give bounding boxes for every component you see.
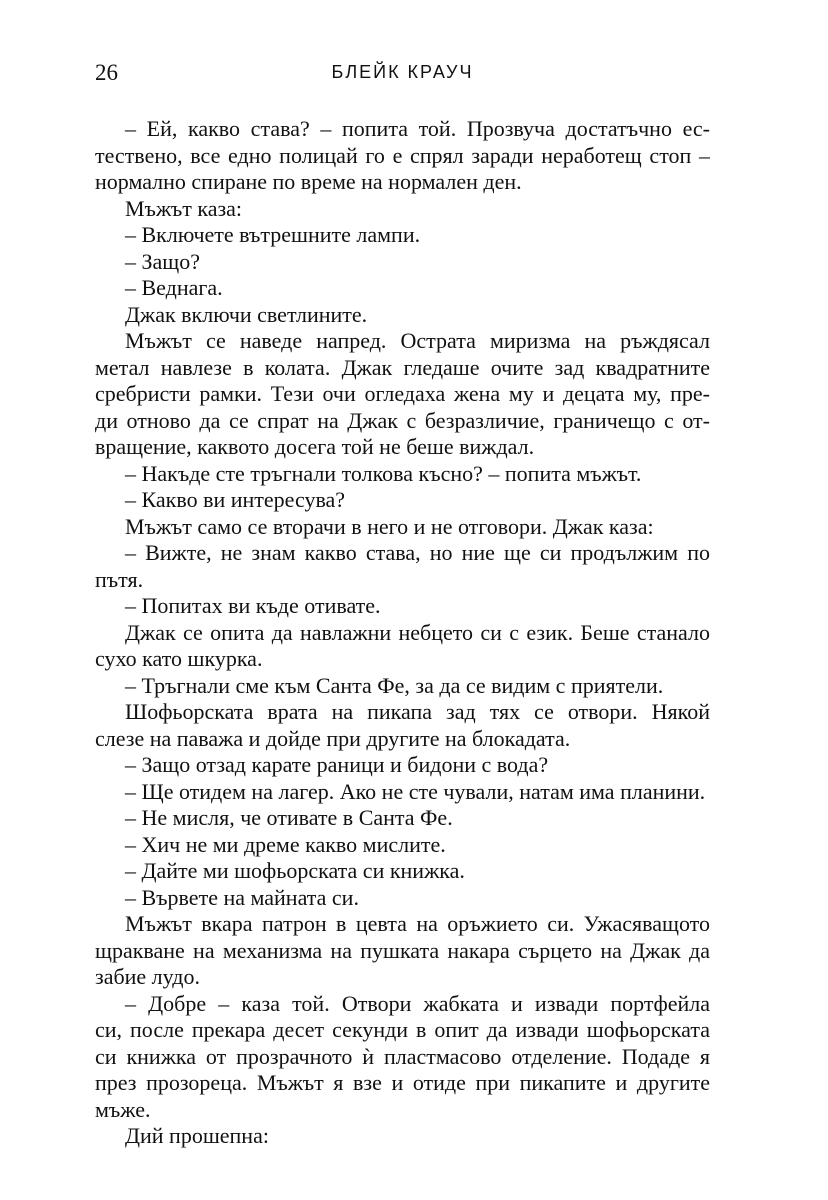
text-line: – Какво ви интересува? [125,487,346,512]
text-line: си книжка от прозрачното ѝ пластмасово отделение. Подаде я [95,1043,710,1069]
text-line: Дий прошепна: [125,1123,269,1148]
text-line: – Хич не ми дреме какво мислите. [125,831,446,857]
text-line: – Ще отидем на лагер. Ако не сте чували, натам има планини. [125,778,706,804]
page-header [95,60,710,90]
text-line: – Тръгнали сме към Санта Фе, за да се видим с приятели. [125,672,664,698]
text-line: – Добре – каза той. Отвори жабката и извади портфейла [125,990,710,1016]
text-line: мъже. [95,1096,151,1122]
text-line: забие лудо. [95,964,200,989]
text-line: метал навлезе в колата. Джак гледаше очите зад квадратните [95,354,710,380]
text-line: Мъжът вкара патрон в цевта на оръжието си. Ужасяващото [125,911,710,936]
text-line: – Вървете на майната си. [125,884,359,910]
text-line: – Защо? [125,248,200,274]
text-line: Мъжът се наведе напред. Острата миризма на ръждясал [125,328,710,353]
text-line: – Ей, какво става? – попита той. Прозвуча достатъчно ес- [125,116,710,141]
text-line: Мъжът само се вторачи в него и не отговори. Джак каза: [125,513,654,539]
text-line: сухо като шкурка. [95,646,263,671]
text-line: Джак включи светлините. [125,301,368,327]
text-line: Шофьорската врата на пикапа зад тях се отвори. Някой [125,699,710,724]
text-line: тествено, все едно полицай го е спрял заради неработещ стоп – [95,142,710,168]
text-line: ди отново да се спрат на Джак с безразличие, граничещо с от- [95,407,710,433]
text-line: – Вижте, не знам какво става, но ние ще си продължим по [125,540,710,565]
text-line: пътя. [95,566,144,592]
text-line: си, после прекара десет секунди в опит да извади шофьорската [95,1017,710,1042]
text-line: – Накъде сте тръгнали толкова късно? – попита мъжът. [125,460,642,486]
text-line: Мъжът каза: [125,195,243,221]
text-line: – Защо отзад карате раници и бидони с вода? [125,752,549,777]
text-line: вращение, каквото досега той не беше виждал. [95,434,535,459]
page-number: 26 [95,60,118,85]
text-line: – Включете вътрешните лампи. [125,222,421,247]
text-line: – Попитах ви къде отивате. [125,593,381,618]
text-line: щракване на механизма на пушката накара сърцето на Джак да [95,937,710,963]
text-line: Джак се опита да навлажни небцето си с език. Беше станало [125,619,710,645]
body-text [95,116,710,1150]
text-line: – Веднага. [125,275,223,300]
running-head: БЛЕЙК КРАУЧ [331,62,474,82]
text-line: – Дайте ми шофьорската си книжка. [125,858,465,883]
text-line: нормално спиране по време на нормален ден. [95,169,522,194]
text-line: сребристи рамки. Тези очи огледаха жена му и децата му, пре- [95,381,710,406]
text-line: слезе на паважа и дойде при другите на блокадата. [95,725,571,751]
text-line: през прозореца. Мъжът я взе и отиде при пикапите и другите [95,1070,710,1095]
text-line: – Не мисля, че отивате в Санта Фе. [125,805,453,830]
